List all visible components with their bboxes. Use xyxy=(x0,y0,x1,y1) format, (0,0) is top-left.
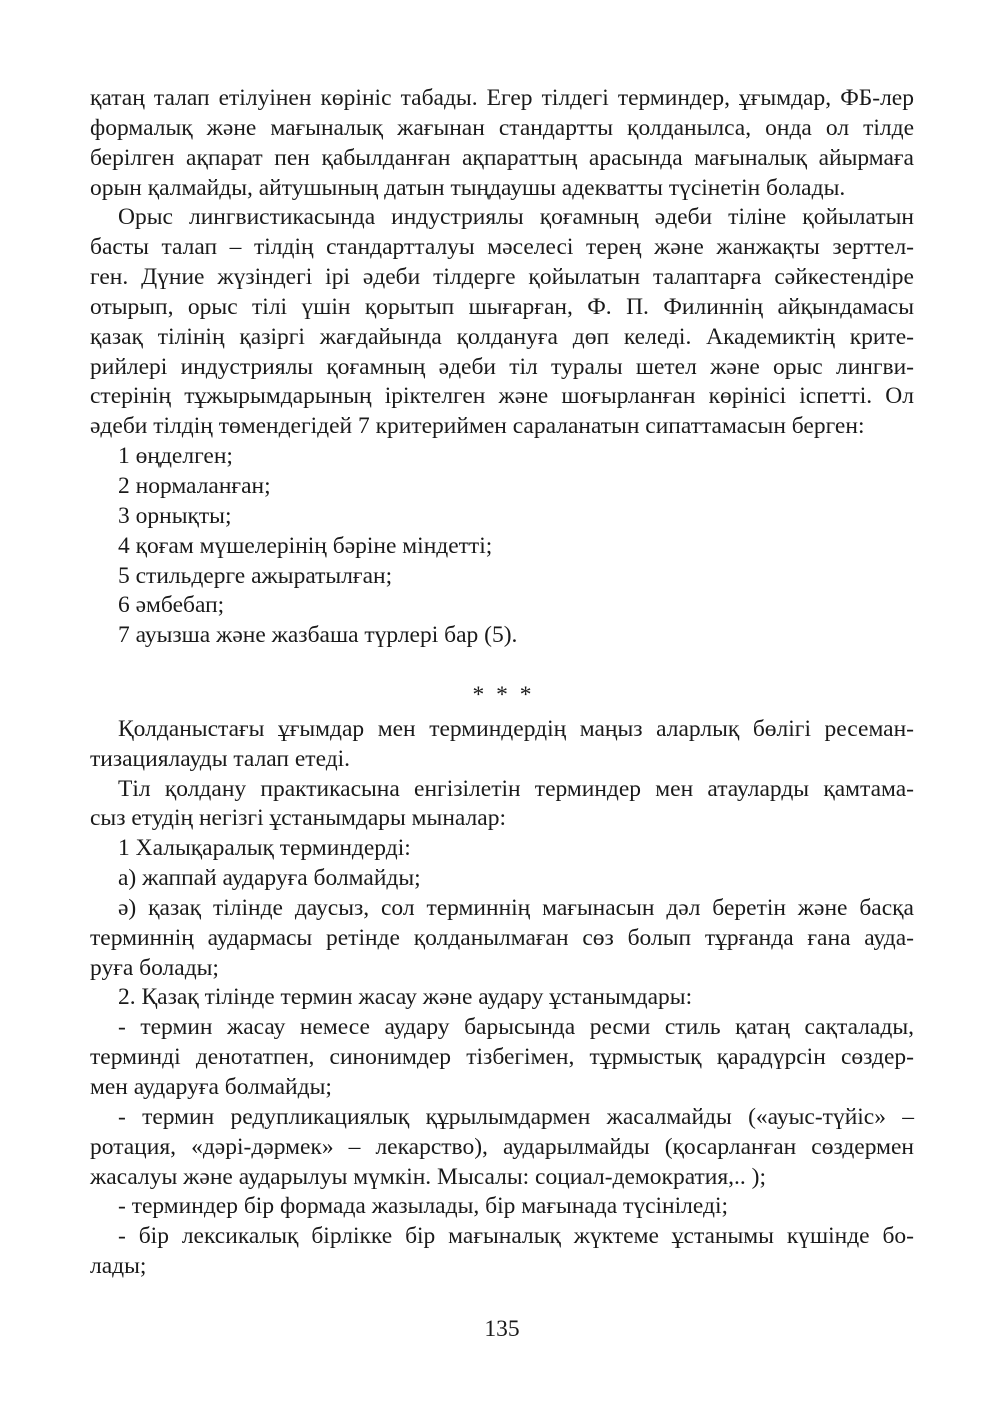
text-line: терминнің аудармасы ретінде қолданылмаған сөз болып тұрғанда ғана ауда- xyxy=(90,924,914,951)
text-line: әдеби тілдің төмендегідей 7 критериймен сараланатын сипаттамасын берген: xyxy=(90,413,865,440)
text-line: ротация, «дәрі-дәрмек» – лекарство), аударылмайды (қосарланған сөздермен xyxy=(90,1133,914,1160)
text-line: - бір лексикалық бірлікке бір мағыналық жүктеме ұстанымы күшінде бо- xyxy=(118,1223,914,1250)
text-line: қатаң талап етілуінен көрініс табады. Егер тілдегі терминдер, ұғымдар, ФБ-лер xyxy=(90,85,914,111)
page-body-text xyxy=(90,84,914,1282)
text-line: стерінің тұжырымдарының іріктелген және шоғырланған көрінісі іспетті. Ол xyxy=(90,383,914,410)
text-line: Қолданыстағы ұғымдар мен терминдердің маңыз аларлық бөлігі ресеман- xyxy=(118,715,914,742)
text-line: - термин редупликациялық құрылымдармен жасалмайды («ауыс-түйіс» – xyxy=(118,1103,914,1130)
criteria-item: 7 ауызша және жазбаша түрлері бар (5). xyxy=(118,622,518,649)
text-line: қазақ тілінің қазіргі жағдайында қолдануға дөп келеді. Академиктің крите- xyxy=(90,323,914,350)
text-line: сыз етудің негізгі ұстанымдары мыналар: xyxy=(90,805,506,832)
criteria-item: 4 қоғам мүшелерінің бәріне міндетті; xyxy=(118,532,493,559)
text-line: - терминдер бір формада жазылады, бір мағынада түсініледі; xyxy=(118,1193,729,1220)
text-line: орын қалмайды, айтушының датын тыңдаушы адекватты түсінетін болады. xyxy=(90,174,846,201)
criteria-item: 2 нормаланған; xyxy=(118,472,271,499)
criteria-item: 3 орнықты; xyxy=(118,502,232,529)
text-line: берілген ақпарат пен қабылданған ақпараттың арасында мағыналық айырмаға xyxy=(90,144,914,171)
text-line: - термин жасау немесе аудару барысында ресми стиль қатаң сақталады, xyxy=(118,1014,914,1041)
text-line: формалық және мағыналық жағынан стандартты қолданылса, онда ол тілде xyxy=(90,114,914,141)
criteria-item: 1 өңделген; xyxy=(118,443,233,470)
criteria-item: 6 әмбебап; xyxy=(118,592,225,619)
text-line: руға болады; xyxy=(90,954,219,981)
list-item: 1 Халықаралық терминдерді: xyxy=(118,835,411,862)
text-line: ә) қазақ тілінде даусыз, сол терминнің мағынасын дәл беретін және басқа xyxy=(118,894,914,921)
section-separator: * * * xyxy=(472,682,535,709)
text-line: отырып, орыс тілі үшін қорытып шығарған, Ф. П. Филиннің айқындамасы xyxy=(90,293,914,320)
text-line: Орыс лингвистикасында индустриялы қоғамның әдеби тіліне қойылатын xyxy=(118,204,914,231)
page-number: 135 xyxy=(484,1316,520,1342)
list-item: 2. Қазақ тілінде термин жасау және аудару ұстанымдары: xyxy=(118,984,693,1011)
text-line: мен аударуға болмайды; xyxy=(90,1074,332,1100)
text-line: басты талап – тілдің стандартталуы мәселесі терең және жанжақты зерттел- xyxy=(90,234,914,261)
text-line: жасалуы және аударылуы мүмкін. Мысалы: социал-демократия,.. ); xyxy=(90,1163,767,1190)
text-line: Тіл қолдану практикасына енгізілетін терминдер мен атауларды қамтама- xyxy=(118,775,914,802)
list-item: а) жаппай аударуға болмайды; xyxy=(118,865,421,892)
text-line: ген. Дүние жүзіндегі ірі әдеби тілдерге қойылатын талаптарға сәйкестендіре xyxy=(90,264,914,291)
criteria-item: 5 стильдерге ажыратылған; xyxy=(118,562,393,589)
text-line: терминді денотатпен, синонимдер тізбегімен, тұрмыстық қарадүрсін сөздер- xyxy=(90,1044,914,1071)
text-line: рийлері индустриялы қоғамның әдеби тіл туралы шетел және орыс лингви- xyxy=(90,353,914,380)
text-line: тизациялауды талап етеді. xyxy=(90,745,351,772)
text-line: лады; xyxy=(90,1253,147,1280)
